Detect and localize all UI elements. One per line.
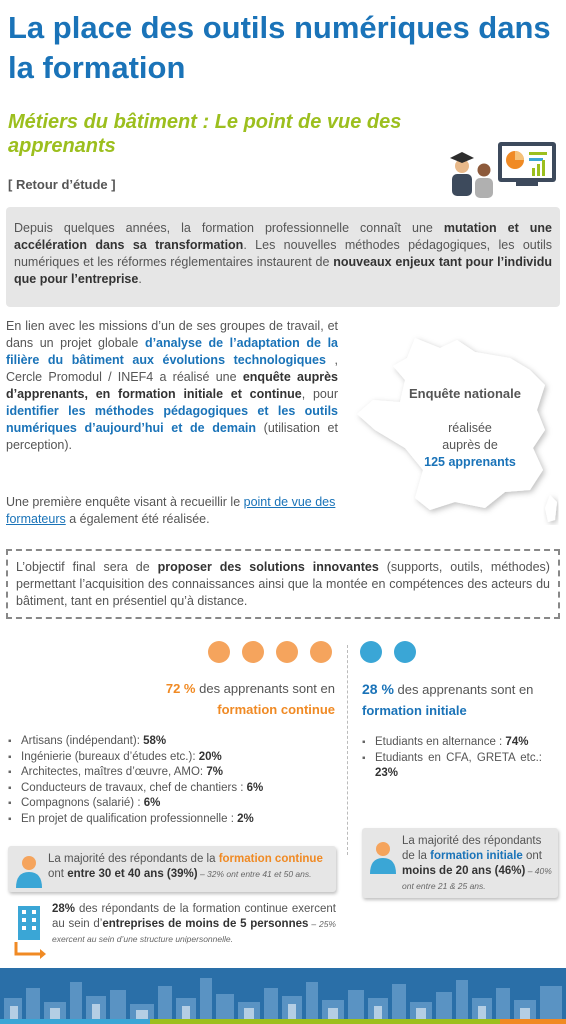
students-dashboard-illustration (440, 140, 560, 200)
first-survey-note: Une première enquête visant à recueillir le point de vue des formateurs a également été réalisée. (6, 495, 336, 526)
dot-blue-1 (360, 641, 382, 663)
small-business-stat: 28% des répondants de la formation continue exercent au sein d’entreprises de moins de 5 personnes – 25% exercent au sein d’une structure unipersonnelle. (52, 903, 336, 944)
study-description: En lien avec les missions d’un de ses groupes de travail, et dans un projet globale d’analyse de l’adaptation de la filière du bâtiment aux évolutions technologiques , Cercle Promodul / INEF4 a réalisé une enquête auprès d’apprenants, en formation initiale et continue, pour identifier les méthodes pédagogiques et les outils numériques d’aujourd’hui et de demain (utilisation et perception). (6, 319, 339, 452)
list-item: ▪ Etudiants en alternance : 74% (362, 735, 542, 751)
footer-cityscape (0, 968, 566, 1024)
list-item: ▪ Compagnons (salarié) : 6% (8, 796, 338, 812)
list-item: ▪ Conducteurs de travaux, chef de chantiers : 6% (8, 781, 338, 797)
cityscape-icon (0, 968, 566, 1024)
initiale-age-card: La majorité des répondants de la formation initiale ont moins de 20 ans (46%) – 40% ont entre 21 & 25 ans. (362, 828, 558, 898)
building-icon (10, 904, 48, 960)
list-item: ▪ Etudiants en CFA, GRETA etc.: 23% (362, 751, 542, 782)
dot-blue-2 (394, 641, 416, 663)
dot-orange-3 (276, 641, 298, 663)
formateurs-link[interactable]: point de vue des formateurs (6, 495, 336, 526)
objective-box: L’objectif final sera de proposer des solutions innovantes (supports, outils, méthodes) permettant l’acquisition des connaissances ainsi que la montée en compétences des acteurs du bâtiment, tant en présentiel qu’à distance. (6, 549, 560, 619)
list-item: ▪ Architectes, maîtres d’œuvre, AMO: 7% (8, 765, 338, 781)
page-subtitle: Métiers du bâtiment : Le point de vue des apprenants (8, 111, 402, 157)
dot-orange-1 (208, 641, 230, 663)
continue-headline: 72 % des apprenants sont en formation continue (165, 681, 335, 717)
dot-orange-4 (310, 641, 332, 663)
person-icon (14, 854, 44, 888)
list-item: ▪ Artisans (indépendant): 58% (8, 734, 338, 750)
continue-age-card: La majorité des répondants de la formation continue ont entre 30 et 40 ans (39%) – 32% ont entre 41 et 50 ans. (8, 846, 336, 892)
study-tag: [ Retour d’étude ] (8, 177, 116, 192)
list-item: ▪ En projet de qualification professionnelle : 2% (8, 812, 338, 828)
footer-color-bar (0, 1019, 566, 1024)
person-icon (368, 840, 398, 874)
enquete-details: réalisée auprès de 125 apprenants (424, 421, 516, 469)
continue-profile-list (8, 734, 338, 827)
list-item: ▪ Ingénierie (bureaux d’études etc.): 20% (8, 750, 338, 766)
page-title: La place des outils numériques dans la formation (8, 10, 551, 85)
column-divider (347, 645, 348, 855)
intro-box: Depuis quelques années, la formation professionnelle connaît une mutation et une accélération dans sa transformation. Les nouvelles méthodes pédagogiques, les outils numériques et les réformes réglementaires instaurent de nouveaux enjeux tant pour l’individu que pour l’entreprise. (6, 207, 560, 307)
initiale-headline: 28 % des apprenants sont en formation initiale (362, 681, 534, 718)
enquete-title: Enquête nationale (409, 386, 521, 401)
initiale-profile-list (362, 735, 542, 782)
dot-orange-2 (242, 641, 264, 663)
